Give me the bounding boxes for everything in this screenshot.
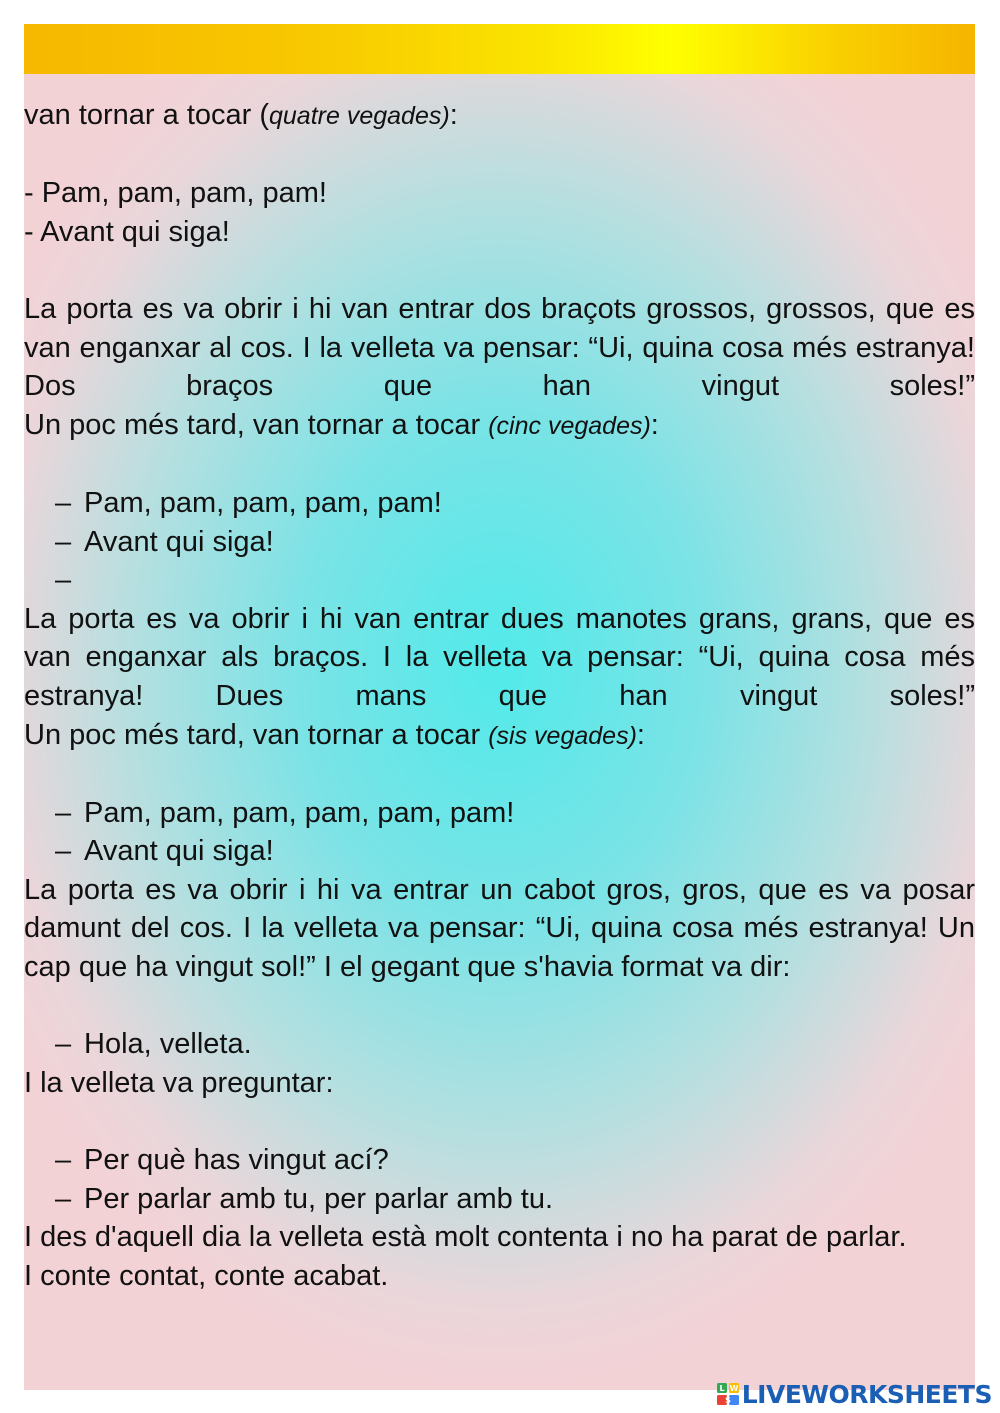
blank-line (24, 136, 975, 175)
svg-text:S: S (724, 1396, 731, 1405)
header-bar (24, 24, 975, 74)
paragraph-arms: La porta es va obrir i hi van entrar dos braçots grossos, grossos, que es van enganxar al cos. I la velleta va pensar: “Ui, quina cosa més estranya! Dos braços que han vingut soles!” (24, 292, 975, 403)
dialogue-line: – Pam, pam, pam, pam, pam! (55, 486, 442, 519)
dialogue-line: – Avant qui siga! (55, 835, 274, 868)
blank-line (24, 445, 975, 484)
story-line-knock-four: van tornar a tocar (quatre vegades): (24, 99, 458, 131)
dialogue-line: – Per què has vingut ací? (55, 1144, 389, 1177)
blank-line (24, 987, 975, 1026)
dialogue-line: - Pam, pam, pam, pam! (24, 177, 327, 210)
story-line-knock-five: Un poc més tard, van tornar a tocar (cinc vegades): (24, 408, 659, 441)
dialogue-line-empty: – (55, 564, 72, 597)
paragraph-ending: I des d'aquell dia la velleta està molt contenta i no ha parat de parlar. (24, 1221, 907, 1254)
story-line-knock-six: Un poc més tard, van tornar a tocar (sis vegades): (24, 718, 645, 751)
paragraph-question: I la velleta va preguntar: (24, 1066, 334, 1099)
paragraph-head: La porta es va obrir i hi va entrar un cabot gros, gros, que es va posar damunt del cos. I la velleta va pensar: “Ui, quina cosa més estranya! Un cap que ha vingut sol!” I el gegant que s'havia format va dir: (24, 873, 975, 984)
dialogue-line: – Avant qui siga! (55, 525, 274, 558)
blank-line (24, 1102, 975, 1141)
brand-text: LIVEWORKSHEETS (741, 1379, 992, 1409)
svg-text:W: W (729, 1384, 739, 1393)
blank-line (24, 251, 975, 290)
dialogue-line: – Hola, velleta. (55, 1028, 252, 1061)
story-text (24, 96, 975, 1295)
dialogue-line: – Per parlar amb tu, per parlar amb tu. (55, 1182, 554, 1215)
liveworksheets-logo-icon (717, 1383, 739, 1405)
paragraph-hands: La porta es va obrir i hi van entrar dues manotes grans, grans, que es van enganxar als braços. I la velleta va pensar: “Ui, quina cosa més estranya! Dues mans que han vingut soles!” (24, 602, 975, 712)
blank-line (24, 755, 975, 794)
svg-text:L: L (719, 1384, 725, 1393)
liveworksheets-brand[interactable] (717, 1378, 992, 1410)
dialogue-line: - Avant qui siga! (24, 215, 230, 248)
dialogue-line: – Pam, pam, pam, pam, pam, pam! (55, 796, 515, 829)
paragraph-closing: I conte contat, conte acabat. (24, 1259, 389, 1292)
